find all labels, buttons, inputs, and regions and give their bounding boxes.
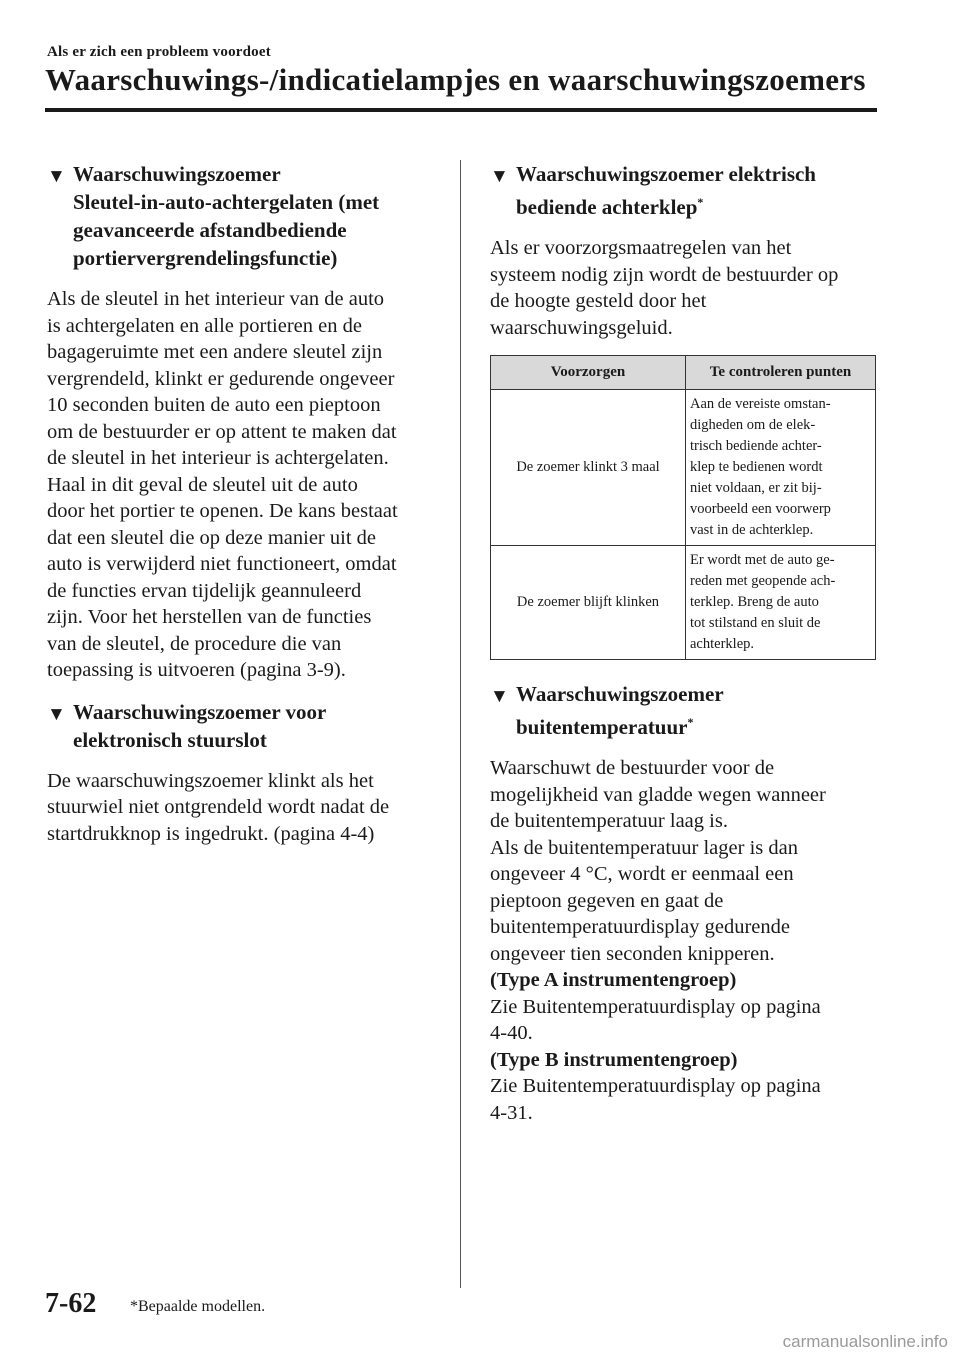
heading-power-liftgate: ▼ Waarschuwingszoemer elektrisch bediende achterklep* <box>490 162 816 219</box>
table-cell: De zoemer klinkt 3 maal <box>491 390 686 546</box>
triangle-bullet-icon: ▼ <box>490 686 509 707</box>
paragraph-outside-temperature: Waarschuwt de bestuurder voor de mogelijkheid van gladde wegen wanneer de buitentemperatuur laag is. Als de buitentemperatuur lager is dan ongeveer 4 °C, wordt er eenmaal een pieptoon gegeven en gaat de buitentemperatuurdisplay gedurende ongeveer tien seconden knipperen. (Type A instrumentengroep) Zie Buitentemperatuurdisplay op pagina 4-40. (Type B instrumentengroep) Zie Buitentemperatuurdisplay op pagina 4-31. <box>490 755 880 1126</box>
table-cell: Er wordt met de auto ge- reden met geopende ach- terklep. Breng de auto tot stilstand en sluit de achterklep. <box>686 546 876 660</box>
table-cell: Aan de vereiste omstan- digheden om de elek- trisch bediende achter- klep te bedienen wordt niet voldaan, er zit bij- voorbeeld een voorwerp vast in de achterklep. <box>686 390 876 546</box>
type-b-label: (Type B instrumentengroep) <box>490 1048 738 1071</box>
page-title: Waarschuwings-/indicatielampjes en waarschuwingszoemers <box>45 62 866 97</box>
type-a-label: (Type A instrumentengroep) <box>490 969 737 991</box>
paragraph-steering-lock: De waarschuwingszoemer klinkt als het stuurwiel niet ontgrendeld wordt nadat de startdrukknop is ingedrukt. (pagina 4-4) <box>47 769 390 845</box>
table-row <box>491 390 876 546</box>
paragraph-key-left-behind: Als de sleutel in het interieur van de auto is achtergelaten en alle portieren en de bagageruimte met een andere sleutel zijn vergrendeld, klinkt er gedurende ongeveer 10 seconden buiten de auto een pieptoon om de bestuurder er op attent te maken dat de sleutel in het interieur is achtergelaten. Haal in dit geval de sleutel uit de auto door het portier te openen. De kans bestaat dat een sleutel die op deze manier uit de auto is verwijderd niet functioneert, omdat de functies ervan tijdelijk geannuleerd zijn. Voor het herstellen van de functies van de sleutel, de procedure die van toepassing is uitvoeren (pagina 3-9). <box>47 288 398 681</box>
asterisk-marker: * <box>687 715 694 729</box>
right-column <box>490 160 880 1140</box>
triangle-bullet-icon: ▼ <box>490 166 509 187</box>
heading-key-left-behind: ▼ Waarschuwingszoemer Sleutel-in-auto-achtergelaten (met geavanceerde afstandbediende portiervergrendelingsfunctie) <box>47 162 380 270</box>
table-cell: De zoemer blijft klinken <box>491 546 686 660</box>
section-label: Als er zich een probleem voordoet <box>47 44 271 60</box>
paragraph-power-liftgate: Als er voorzorgsmaatregelen van het systeem nodig zijn wordt de bestuurder op de hoogte gesteld door het waarschuwingsgeluid. <box>490 237 839 339</box>
table-row <box>491 546 876 660</box>
triangle-bullet-icon: ▼ <box>47 703 66 725</box>
heading-outside-temperature: ▼ Waarschuwingszoemer buitentemperatuur* <box>490 682 724 739</box>
footnote: *Bepaalde modellen. <box>130 1298 266 1315</box>
heading-steering-lock: ▼ Waarschuwingszoemer voor elektronisch stuurslot <box>47 699 327 752</box>
watermark: carmanualsonline.info <box>782 1332 948 1351</box>
asterisk-marker: * <box>697 195 704 209</box>
liftgate-table <box>490 355 876 660</box>
table-header-cell: Voorzorgen <box>491 356 686 390</box>
triangle-bullet-icon: ▼ <box>47 166 66 187</box>
page-number: 7-62 <box>45 1288 97 1319</box>
table-header-row <box>491 356 876 390</box>
left-column <box>47 160 442 861</box>
table-header-cell: Te controleren punten <box>686 356 876 390</box>
header-rule <box>45 108 877 112</box>
column-divider <box>460 160 461 1288</box>
